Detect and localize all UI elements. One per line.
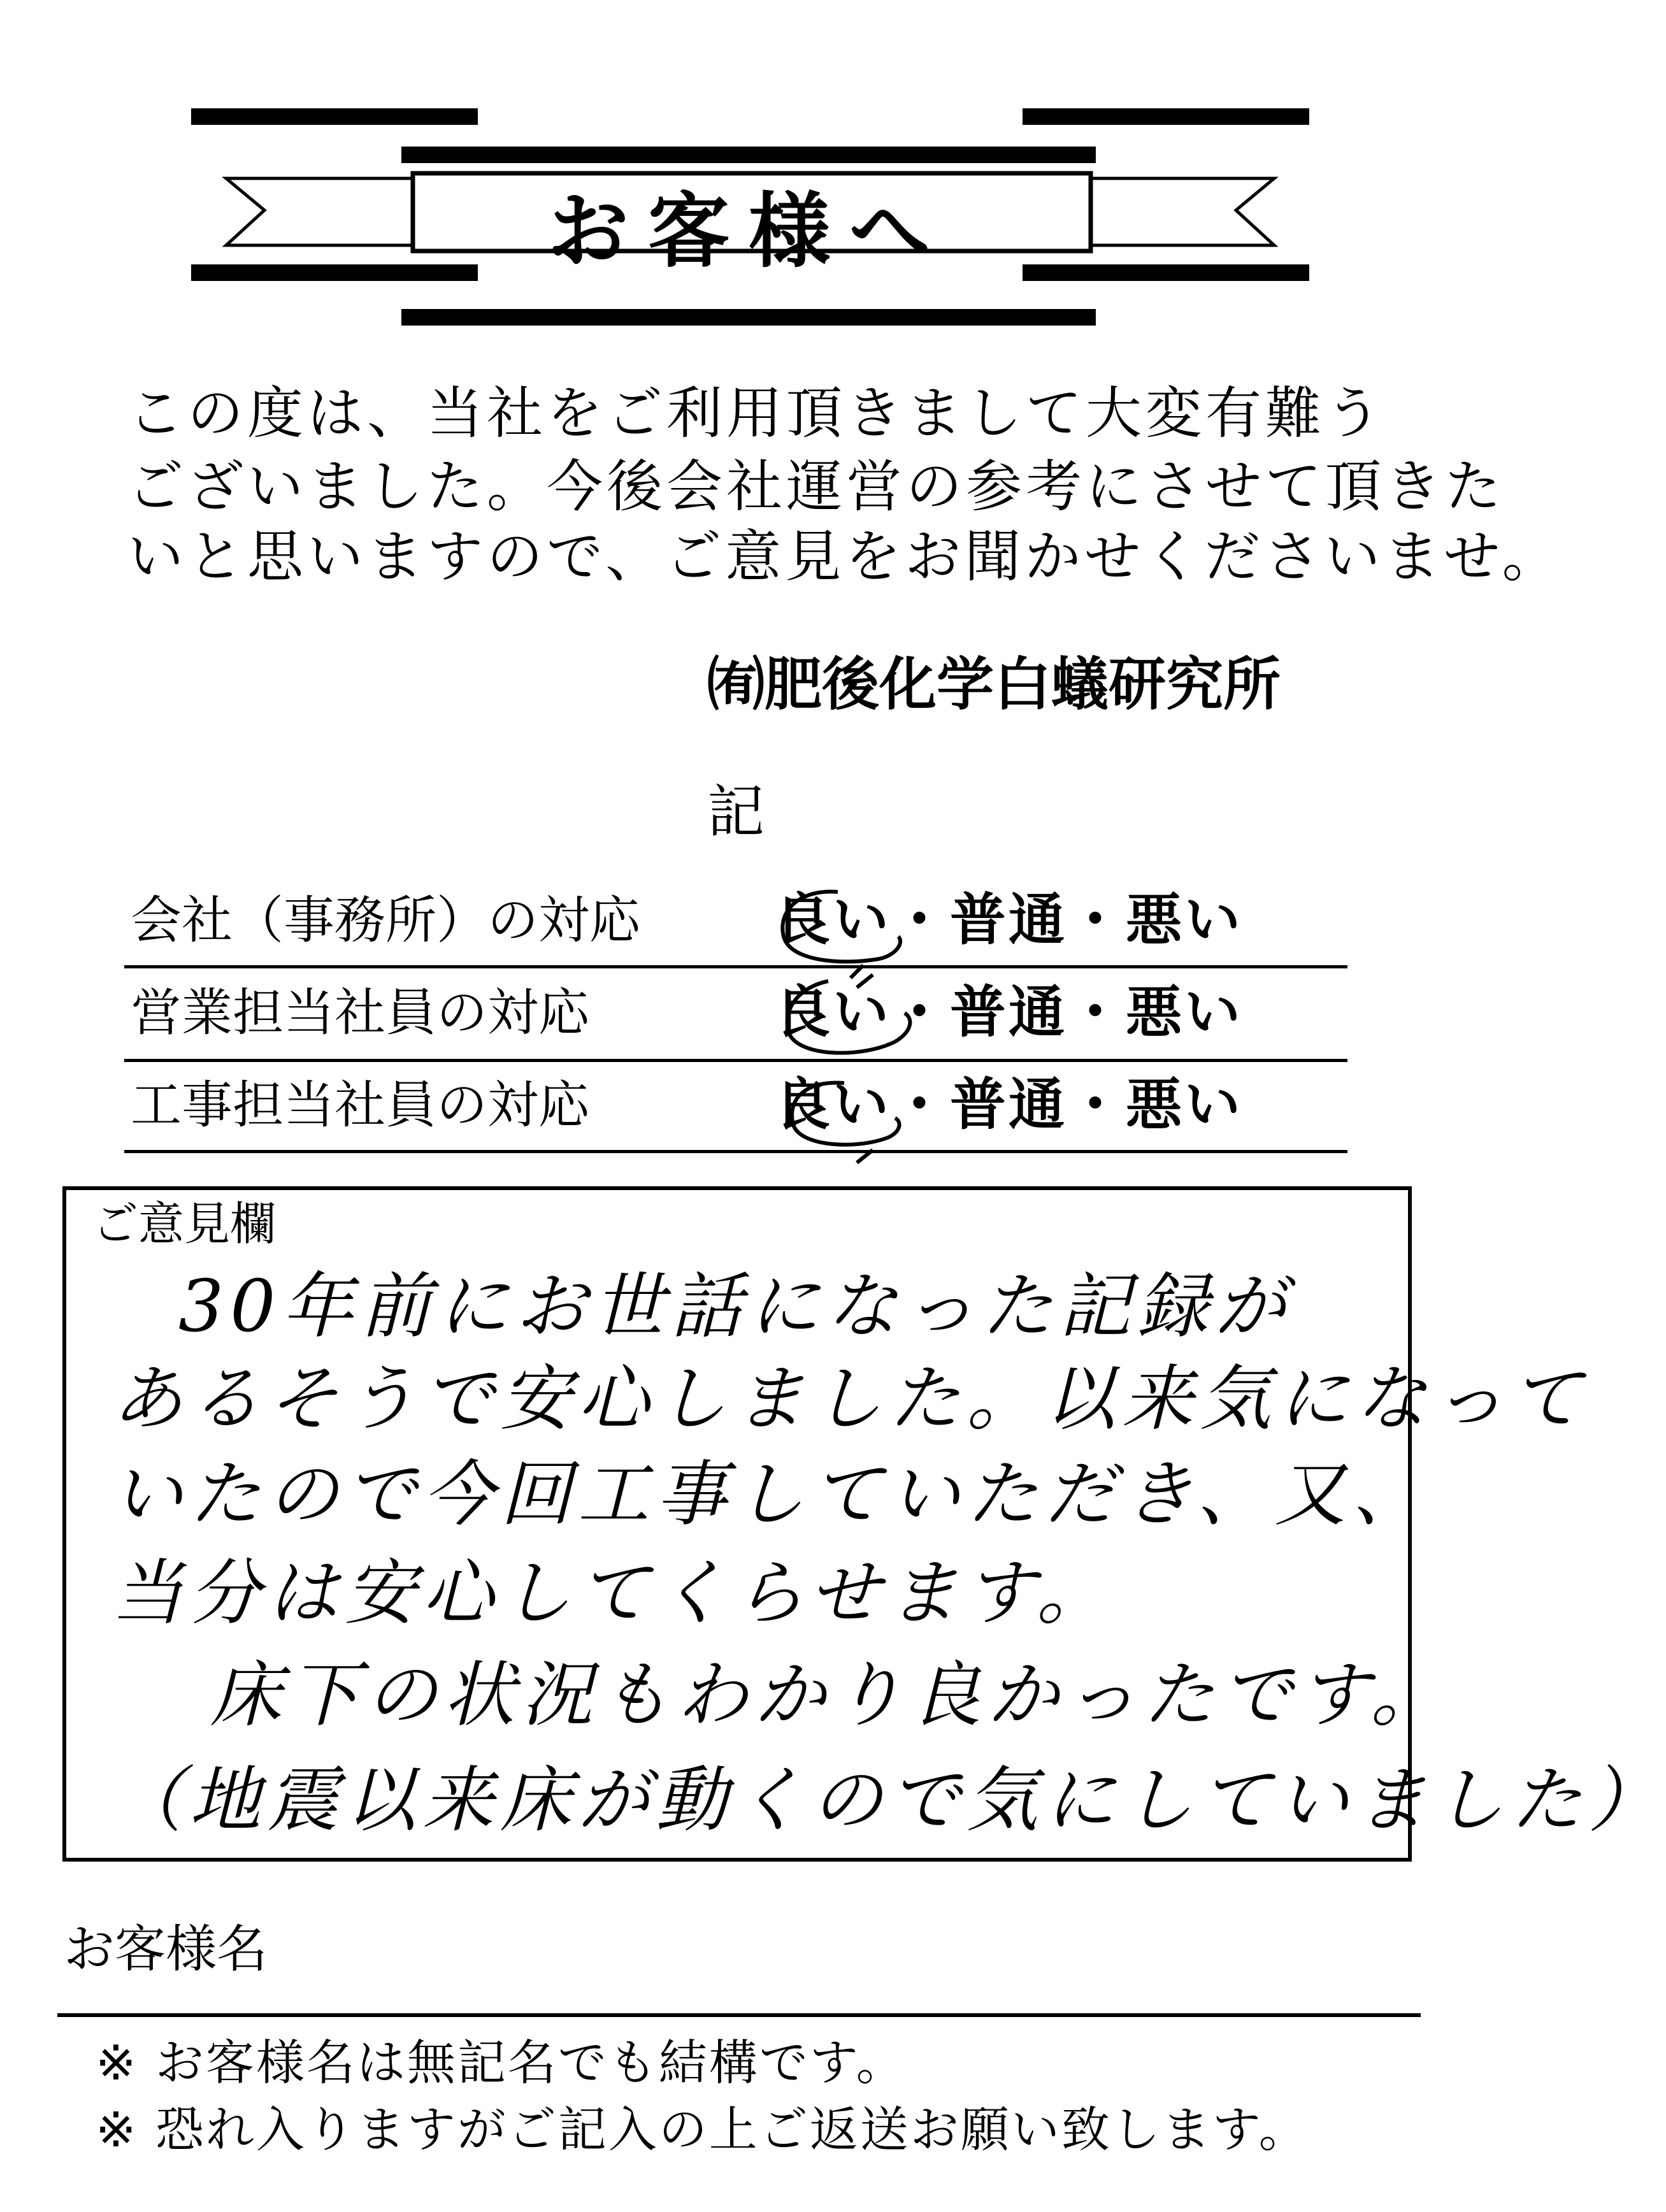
rating-options-company[interactable]: 良い・普通・悪い bbox=[774, 887, 1244, 952]
note-line-1: ※ お客様名は無記名でも結構です。 bbox=[96, 2034, 907, 2091]
handwritten-comment-line: 30年前にお世話になった記録が bbox=[178, 1265, 1293, 1348]
customer-name-line bbox=[57, 2013, 1421, 2017]
handwritten-comment-line: あるそうで安心しました。以来気になって bbox=[111, 1358, 1588, 1440]
rating-label-construction: 工事担当社員の対応 bbox=[131, 1075, 589, 1135]
rating-options-sales[interactable]: 良い・普通・悪い bbox=[774, 979, 1244, 1045]
company-name: ㈲肥後化学白蟻研究所 bbox=[707, 651, 1281, 718]
intro-line-3: いと思いますので、ご意見をお聞かせくださいませ。 bbox=[127, 524, 1562, 589]
rating-options-construction[interactable]: 良い・普通・悪い bbox=[774, 1072, 1244, 1137]
ki-heading: 記 bbox=[707, 779, 765, 845]
opinion-heading: ご意見欄 bbox=[92, 1197, 276, 1251]
handwritten-comment-line: 床下の状況もわかり良かったです。 bbox=[210, 1654, 1449, 1737]
customer-name-label: お客様名 bbox=[64, 1920, 268, 1979]
handwritten-comment-line: （地震以来床が動くので気にしていました） bbox=[111, 1759, 1666, 1842]
rating-label-company: 会社（事務所）の対応 bbox=[131, 891, 640, 950]
rating-label-sales: 営業担当社員の対応 bbox=[131, 983, 589, 1042]
intro-line-2: ございました。今後会社運営の参考にさせて頂きた bbox=[127, 454, 1505, 519]
selected-circle-mark bbox=[768, 1061, 933, 1169]
banner-title: お客様へ bbox=[547, 184, 950, 279]
handwritten-comment-line: いたので今回工事していただき、又、 bbox=[111, 1453, 1430, 1536]
intro-line-1: この度は、当社をご利用頂きまして大変有難う bbox=[127, 380, 1386, 446]
note-line-2: ※ 恐れ入りますがご記入の上ご返送お願い致します。 bbox=[96, 2101, 1309, 2158]
handwritten-comment-line: 当分は安心してくらせます。 bbox=[111, 1552, 1114, 1635]
selected-circle-mark bbox=[768, 962, 933, 1070]
